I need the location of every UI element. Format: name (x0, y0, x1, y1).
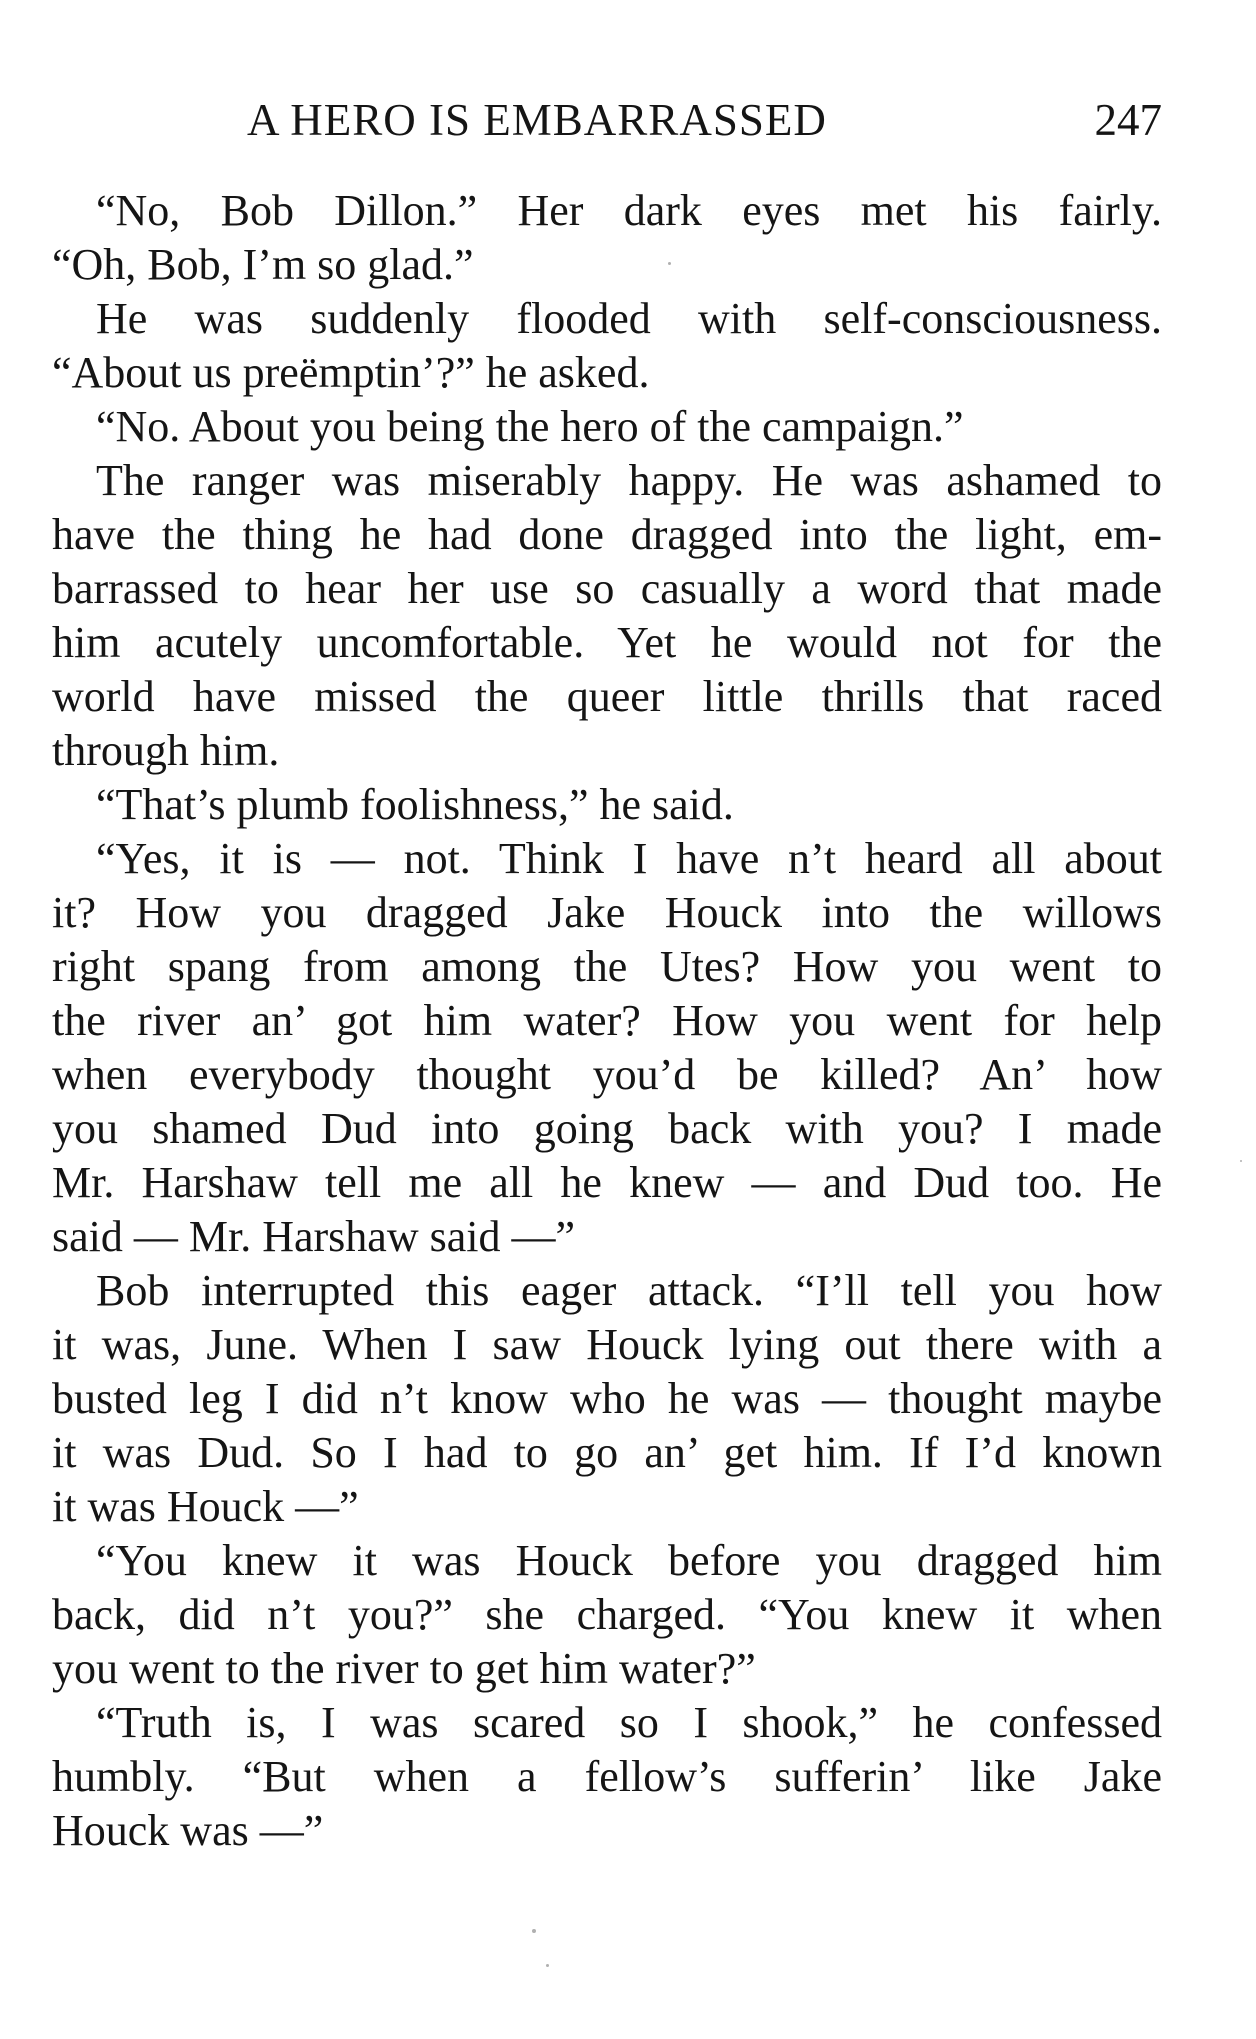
text-line: said — Mr. Harshaw said —” (52, 1212, 576, 1261)
paragraph (52, 184, 1162, 292)
text-line: Mr. Harshaw tell me all he knew — and Dud too. He (52, 1158, 1162, 1207)
text-line: “About us preëmptin’?” he asked. (52, 348, 650, 397)
text-line: back, did n’t you?” she charged. “You knew it when (52, 1590, 1162, 1639)
text-line: The ranger was miserably happy. He was ashamed to (96, 456, 1162, 505)
text-line: humbly. “But when a fellow’s sufferin’ like Jake (52, 1752, 1162, 1801)
paragraph (52, 1534, 1162, 1696)
paper-speck (546, 1964, 549, 1967)
text-line: him acutely uncomfortable. Yet he would not for the (52, 618, 1162, 667)
page-number: 247 (1094, 95, 1162, 145)
text-line: it was, June. When I saw Houck lying out there with a (52, 1320, 1162, 1369)
body-text (52, 184, 1162, 1858)
text-line: through him. (52, 726, 280, 775)
text-line: “That’s plumb foolishness,” he said. (96, 780, 734, 829)
paper-speck (1240, 1160, 1242, 1162)
text-line: you went to the river to get him water?” (52, 1644, 756, 1693)
text-line: “Yes, it is — not. Think I have n’t heard all about (96, 834, 1162, 883)
text-line: you shamed Dud into going back with you? I made (52, 1104, 1162, 1153)
paragraph (52, 1264, 1162, 1534)
text-line: world have missed the queer little thrills that raced (52, 672, 1162, 721)
text-line: Houck was —” (52, 1806, 324, 1855)
text-line: “No. About you being the hero of the campaign.” (96, 402, 964, 451)
paragraph (52, 832, 1162, 1264)
running-title: A HERO IS EMBARRASSED (247, 95, 827, 145)
running-head (52, 92, 1162, 148)
text-line: “Truth is, I was scared so I shook,” he confessed (96, 1698, 1162, 1747)
paper-speck (668, 262, 671, 265)
text-line: busted leg I did n’t know who he was — thought maybe (52, 1374, 1162, 1423)
paragraph (52, 454, 1162, 778)
paragraph (52, 778, 1162, 832)
paper-speck (532, 1929, 536, 1933)
paragraph (52, 1696, 1162, 1858)
text-line: right spang from among the Utes? How you went to (52, 942, 1162, 991)
text-line: have the thing he had done dragged into the light, em- (52, 510, 1162, 559)
text-line: barrassed to hear her use so casually a word that made (52, 564, 1162, 613)
text-line: He was suddenly flooded with self-consciousness. (96, 294, 1162, 343)
text-line: “Oh, Bob, I’m so glad.” (52, 240, 474, 289)
text-line: “You knew it was Houck before you dragged him (96, 1536, 1162, 1585)
text-line: it was Houck —” (52, 1482, 359, 1531)
text-line: the river an’ got him water? How you went for help (52, 996, 1162, 1045)
text-line: when everybody thought you’d be killed? An’ how (52, 1050, 1162, 1099)
text-line: it was Dud. So I had to go an’ get him. If I’d known (52, 1428, 1162, 1477)
text-line: it? How you dragged Jake Houck into the willows (52, 888, 1162, 937)
text-line: Bob interrupted this eager attack. “I’ll tell you how (96, 1266, 1162, 1315)
paragraph (52, 292, 1162, 400)
paragraph (52, 400, 1162, 454)
text-line: “No, Bob Dillon.” Her dark eyes met his fairly. (96, 186, 1162, 235)
